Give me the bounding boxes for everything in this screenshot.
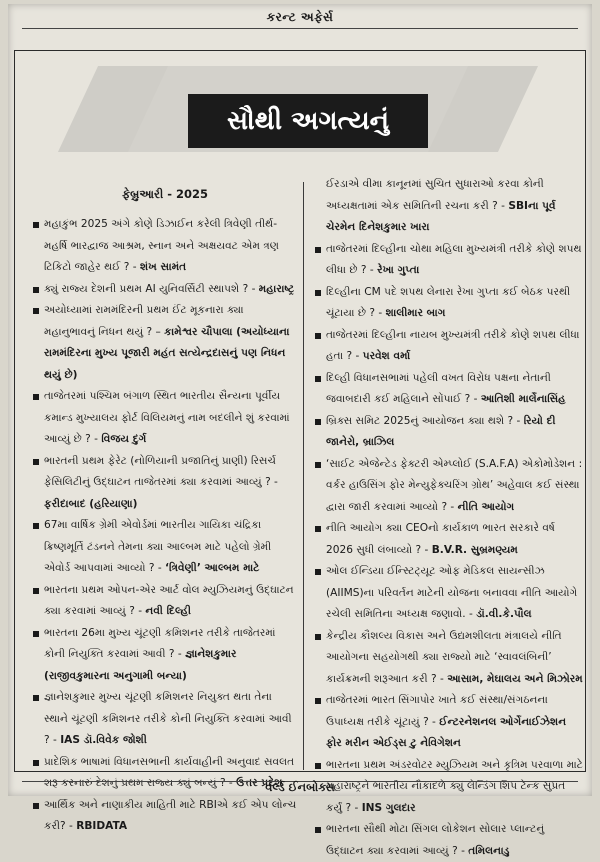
question-text: તાજેતરમાં પશ્ચિમ બંગાળ સ્થિત ભારતીય સૈન્યના પૂર્વીય કમાન્ડ મુખ્યાલય ફોર્ટ વિલિયમનું નામ બદલીને શું કરવામાં આવ્યું છે ? -	[44, 390, 290, 445]
question-text: તાજેતરમાં દિલ્હીના નાયબ મુખ્યમંત્રી તરીકે કોણે શપથ લીધા હતા ? -	[326, 328, 580, 362]
question-item	[32, 580, 298, 623]
answer-text: મહારાષ્ટ્ર	[258, 282, 295, 295]
answer-text: નીતિ આયોગ	[457, 500, 515, 513]
section-header: કરન્ટ અફેર્સ	[266, 10, 334, 24]
question-item	[32, 623, 298, 688]
question-item	[314, 561, 584, 626]
answer-text: RBIDATA	[76, 820, 128, 832]
answer-text: રિયો દી જાનેરો, બ્રાઝિલ	[326, 414, 556, 448]
question-item	[314, 282, 584, 325]
question-text: 67મા વાર્ષિક ગ્રેમી એવોર્ડમાં ભારતીય ગાયિકા ચંદ્રિકા ક્રિષ્ણમૂર્તિ ટંડનને તેમના ક્યા આલ્બમ માટે પહેલો ગ્રેમી એવોર્ડ આપવામાં આવ્યો ? -	[44, 519, 272, 574]
answer-text: કામેશ્વર ચૌપાલા (અયોધ્યાના રામમંદિરના મુખ્ય પૂજારી મહંત સત્યેન્દ્રદાસનું પણ નિધન થયું છે)	[44, 325, 290, 381]
magazine-name: વર્લ્ડ ઈનબોક્સ	[265, 780, 335, 794]
left-question-list	[32, 214, 298, 838]
question-text: તાજેતરમાં ભારત સિંગાપોર ખાતે કઈ સંસ્થા/સંગઠનના ઉપાધ્યક્ષ તરીકે ચૂંટાયું ? -	[326, 694, 548, 728]
question-text: ભારતની પ્રથમ ફેરેટ (નોળિયાની પ્રજાતિનું પ્રાણી) રિસર્ચ ફેસિલિટીનું ઉદ્ઘાટન તાજેતરમાં ક્યા કરવામાં આવ્યું ? -	[44, 454, 278, 488]
question-item	[314, 239, 584, 282]
question-text: દિલ્હીના CM પદે શપથ લેનારા રેખા ગુપ્તા કઈ બેઠક પરથી ચૂંટાયા છે ? -	[326, 285, 571, 319]
month-heading: ફેબ્રુઆરી - 2025	[121, 187, 209, 201]
question-item	[314, 690, 584, 755]
question-item	[32, 515, 298, 580]
question-text: ભારતના પ્રથમ ઓપન-એર આર્ટ વોલ મ્યુઝિયમનું ઉદ્ઘાટન ક્યા કરવામાં આવ્યું ? -	[44, 583, 294, 617]
question-item	[32, 279, 298, 301]
answer-text: INS ગુલદાર	[361, 801, 416, 814]
answer-text: IAS ડૉ.વિવેક જોશી	[60, 734, 147, 746]
answer-text: ‘ત્રિવેણી’ આલ્બમ માટે	[165, 562, 260, 574]
question-item	[32, 451, 298, 516]
answer-text: વિજય દુર્ગ	[101, 433, 147, 445]
question-text: આર્થિક અને નાણાકીય માહિતી માટે RBIએ કઈ એપ લોન્ચ કરી? -	[44, 798, 297, 832]
question-item	[32, 795, 298, 838]
page-title: સૌથી અગત્યનું	[188, 94, 428, 148]
question-text: ભારતના 26મા મુખ્ય ચૂંટણી કમિશનર તરીકે તાજેતરમાં કોની નિયુક્તિ કરવામાં આવી ? -	[44, 626, 276, 660]
question-text: દિલ્હી વિધાનસભામાં પહેલી વખત વિરોધ પક્ષના નેતાની જવાબદારી કઈ મહિલાને સોંપાઈ ? -	[326, 371, 551, 405]
question-text: કેન્દ્રીય કૌશલ્ય વિકાસ અને ઉદ્યમશીલતા મંત્રાલયે નીતિ આયોગના સહયોગથી ક્યા રાજ્યો માટે ‘સ્વાવલંબિની’ કાર્યક્રમની શરૂઆત કરી ? -	[326, 629, 562, 685]
question-text: ઈરડાએ વીમા કાનૂનમાં સુચિત સુધારાઓ કરવા કોની અધ્યક્ષતામાં એક સમિતિની રચના કરી ? -	[326, 178, 544, 212]
left-column	[32, 174, 298, 838]
question-text: તાજેતરમાં દિલ્હીના ચોથા મહિલા મુખ્યમંત્રી તરીકે કોણે શપથ લીધા છે ? -	[326, 242, 582, 276]
question-item	[314, 454, 584, 519]
question-item	[314, 518, 584, 561]
answer-text: ઈન્ટરનેશનલ ઓર્ગેનાઈઝેશન ફોર મરીન એઈડ્સ ટુ નેવિગેશન	[326, 715, 567, 749]
answer-text: રેખા ગુપ્તા	[377, 264, 420, 276]
column-divider	[303, 182, 304, 770]
answer-text: પરવેશ વર્મા	[362, 350, 411, 362]
question-item	[314, 411, 584, 454]
right-column	[314, 174, 584, 862]
answer-text: આસામ, મેઘાલય અને મિઝોરમ	[447, 672, 583, 685]
question-text: મહાકુંભ 2025 અંગે કોણે ડિઝાઈન કરેલી ત્રિવેણી તીર્થ-મહર્ષિ ભારદ્વાજ આશ્રમ, સ્નાન અને અક્ષયવટ એમ ત્રણ ટિકિટો જાહેર થઈ ? -	[44, 218, 280, 273]
question-text: અયોધ્યામાં રામમંદિરની પ્રથમ ઈંટ મૂકનારા ક્યા મહાનુભાવનું નિધન થયું ? –	[44, 304, 244, 338]
question-item	[314, 819, 584, 862]
answer-text: SBIના પૂર્વ ચેરમેન દિનેશકુમાર ખારા	[326, 199, 556, 233]
question-item	[32, 386, 298, 451]
question-item	[314, 325, 584, 368]
answer-text: ડૉ.વી.કે.પૌલ	[476, 608, 532, 620]
question-text: બ્રિક્સ સમિટ 2025નું આયોજન ક્યા થશે ? -	[326, 414, 521, 427]
header-rule	[22, 28, 578, 29]
question-text: નીતિ આયોગ ક્યા CEOનો કાર્યકાળ ભારત સરકારે વર્ષ 2026 સુધી લંબાવ્યો ? -	[326, 522, 555, 556]
question-item	[314, 174, 584, 239]
answer-text: જ્ઞાનેશકુમાર (રાજીવકુમારના અનુગામી બન્યા)	[44, 648, 237, 682]
answer-text: તમિલનાડુ	[468, 844, 510, 857]
question-item	[314, 368, 584, 411]
question-item	[32, 687, 298, 752]
right-question-list	[314, 174, 584, 862]
question-text: પ્રાદેશિક ભાષામાં વિધાનસભાની કાર્યવાહીની અનુવાદ સવલત શરૂ કરનારું દેશનું પ્રથમ રાજ્ય ક્યું બન્યું ? -	[44, 755, 295, 789]
question-text: ક્યું રાજ્ય દેશની પ્રથમ AI યુનિવર્સિટી સ્થાપશે ? -	[44, 282, 256, 295]
question-item	[32, 214, 298, 279]
question-text: ભારતના સૌથી મોટા સિંગલ લોકેશન સોલાર પ્લાન્ટનું ઉદ્ઘાટન ક્યા કરવામાં આવ્યું ? -	[326, 823, 545, 857]
answer-text: ફરીદાબાદ (હરિયાણા)	[44, 497, 138, 510]
answer-text: શાલીમાર બાગ	[385, 307, 446, 319]
question-text: ‘સાઈટ એજેન્ટેડ ફેક્ટરી એમ્પ્લોઈ (S.A.F.A) એકોમોડેશન : વર્કર હાઉસિંગ ફોર મેન્યુફેક્ચરિંગ ગ્રોથ’ અહેવાલ કઈ સંસ્થા દ્વારા જારી કરવામાં આવ્યો ? -	[326, 457, 583, 513]
question-text: ઓલ ઈન્ડિયા ઈન્સ્ટિટ્યૂટ ઓફ મેડિકલ સાયન્સીઝ (AIIMS)ના પરિવર્તન માટેની યોજના બનાવવા નીતિ આયોગે રચેલી સમિતિના અધ્યક્ષ જણાવો. -	[326, 565, 578, 620]
answer-text: આતિશી માર્લેનાસિંહ	[480, 393, 566, 405]
magazine-page	[8, 4, 592, 857]
answer-text: ઉત્તર પ્રદેશ	[236, 777, 283, 789]
question-text: જ્ઞાનેશકુમાર મુખ્ય ચૂંટણી કમિશનર નિયુક્ત થતા તેના સ્થાને ચૂંટણી કમિશનર તરીકે કોની નિયુક્તિ કરવામાં આવી ? -	[44, 691, 292, 746]
answer-text: નવી દિલ્હી	[145, 605, 192, 617]
answer-text: B.V.R. સુબ્રમણ્યમ	[431, 543, 518, 556]
question-text: ભારતના પ્રથમ અંડરવોટર મ્યુઝિયમ અને કૃત્રિમ પરવાળા માટે મહારાષ્ટ્રને ભારતીય નૌકાદળે ક્યું લેન્ડિંગ શિપ ટેન્ક સુપ્રત કર્યું ? -	[326, 758, 583, 814]
question-item	[314, 626, 584, 691]
answer-text: શંખ સામંત	[139, 261, 187, 273]
question-item	[32, 300, 298, 386]
